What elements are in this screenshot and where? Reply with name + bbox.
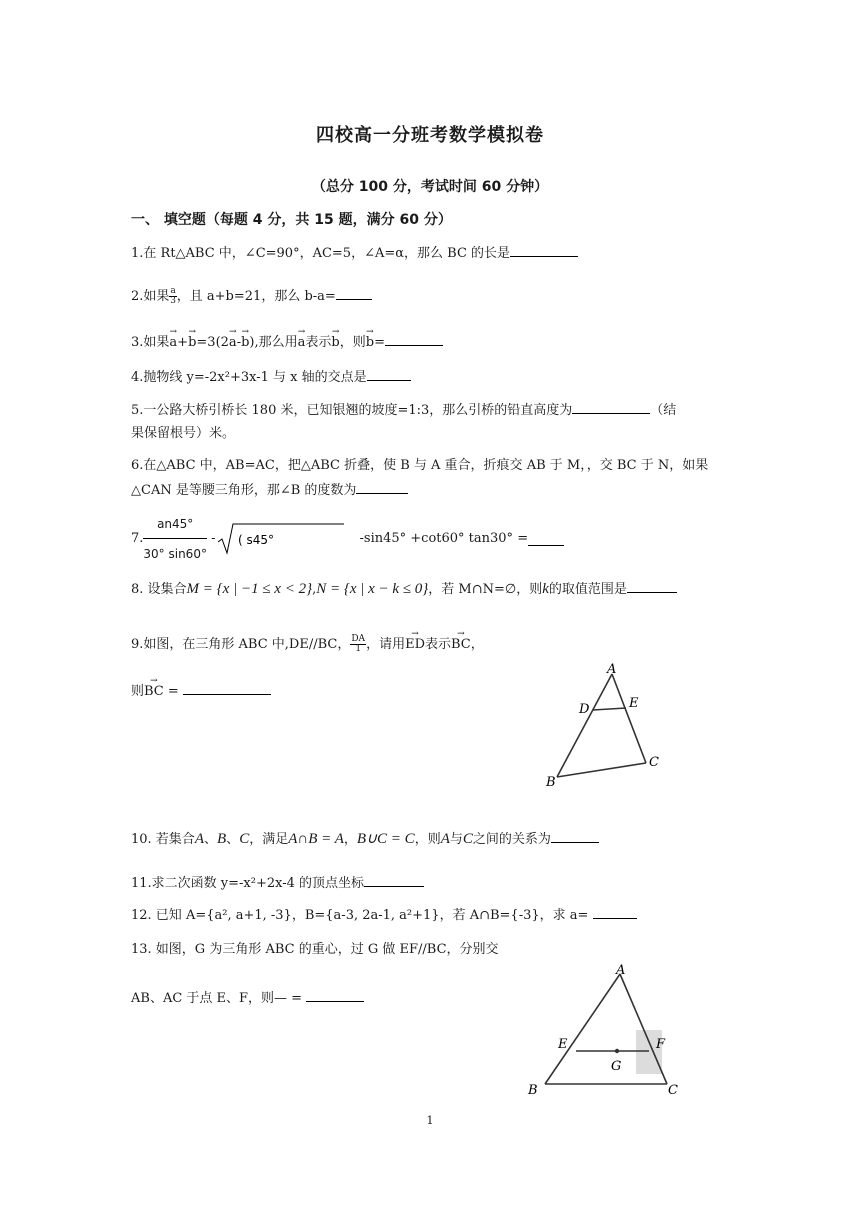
set-b: B — [217, 831, 227, 847]
question-5 — [131, 401, 676, 420]
label-e: E — [629, 696, 639, 711]
page-title: 四校高一分班考数学模拟卷 — [316, 125, 544, 146]
question-10-text: 之间的关系为 — [472, 832, 551, 847]
fraction-numerator: an45° — [143, 513, 207, 539]
question-5-continued: 果保留根号）米。 — [131, 426, 236, 441]
question-9-text: 表示 — [425, 637, 452, 652]
question-4-text: 4.抛物线 y=-2x²+3x-1 与 x 轴的交点是 — [131, 370, 367, 385]
answer-blank — [306, 989, 364, 1002]
question-5-text: 5.一公路大桥引桥长 180 米，已知银翘的坡度=1:3，那么引桥的铅直高度为 — [131, 403, 573, 418]
label-b: B — [528, 1083, 538, 1098]
question-2-suffix: ，且 a+b=21，那么 b-a= — [176, 289, 336, 304]
fraction-numerator: a — [170, 286, 176, 296]
question-8-text: 的取值范围是 — [548, 582, 627, 597]
question-10: 10. 若集合A、B、C，满足A∩B = A，B∪C = C，则A与C之间的关系为 — [131, 830, 599, 849]
set-m: M = {x | −1 ≤ x < 2} — [186, 581, 313, 597]
set-c: C — [239, 831, 250, 847]
question-9: 9.如图，在三角形 ABC 中,DE//BC， $\frac{DA}{1}$ ，请用→ ED表示→ BC， — [131, 635, 484, 654]
question-11 — [131, 874, 424, 893]
question-2-prefix: 2.如果 — [131, 289, 170, 304]
side-ab — [545, 974, 620, 1084]
question-8-text: 8. 设集合 — [131, 582, 187, 597]
vector-bc: → BC — [451, 636, 471, 654]
exam-info: （总分 100 分，考试时间 60 分钟） — [311, 179, 549, 195]
question-1 — [131, 244, 578, 263]
section-heading: 一、 填空题（每题 4 分，共 15 题，满分 60 分） — [131, 212, 452, 228]
radical-sign-icon — [216, 522, 346, 556]
question-9-text: = — [163, 684, 179, 699]
sqrt-content: ( s45° — [237, 533, 274, 547]
question-7-number: 7. — [131, 531, 144, 546]
question-3-text: ),那么用 — [249, 335, 298, 350]
question-12 — [131, 906, 637, 925]
condition-1: A∩B = A — [288, 831, 344, 847]
fraction — [350, 635, 366, 654]
question-6: 6.在△ABC 中，AB=AC，把△ABC 折叠，使 B 与 A 重合，折痕交 AB 于 M，，交 BC 于 N，如果 — [131, 458, 709, 473]
triangle-centroid-figure — [520, 962, 700, 1100]
question-8: 8. 设集合M = {x | −1 ≤ x < 2},N = {x | x − k ≤ 0}，若 M∩N=∅，则k的取值范围是 — [131, 580, 677, 599]
answer-blank — [364, 874, 424, 887]
vector-ed: → ED — [405, 636, 425, 654]
question-2 — [131, 287, 372, 306]
vector-bc: → BC — [144, 683, 164, 701]
page-number: 1 — [426, 1114, 434, 1127]
answer-blank — [367, 368, 411, 381]
fraction-numerator: DA — [351, 634, 366, 644]
label-a: A — [607, 662, 617, 677]
triangle-de-parallel-bc-figure — [540, 660, 700, 792]
question-3-text: =3(2 — [196, 335, 229, 350]
question-7-text: -sin45° +cot60° tan30° = — [359, 531, 529, 546]
answer-blank — [183, 682, 271, 695]
label-f: F — [656, 1037, 666, 1052]
vector-b: → b — [331, 334, 339, 352]
question-3-text: ，则 — [339, 335, 366, 350]
question-3-text: = — [374, 335, 385, 350]
answer-blank — [356, 481, 408, 494]
side-ab — [557, 674, 612, 777]
question-13-text: AB、AC 于点 E、F，则— = — [131, 991, 303, 1006]
set-a: A — [440, 831, 450, 847]
label-b: B — [546, 775, 556, 790]
question-3-text: 3.如果 — [131, 335, 170, 350]
label-g: G — [611, 1059, 622, 1074]
question-9-text: 9.如图，在三角形 ABC 中,DE//BC， — [131, 637, 351, 652]
question-7: 7. $\frac{an45^\circ}{30^\circ \sin 60^\circ}$ - ( s45° -sin45° +cot60° tan30° = — [131, 513, 564, 565]
answer-blank — [528, 533, 564, 546]
question-4 — [131, 368, 411, 387]
vector-b: → b — [188, 334, 196, 352]
question-9-text: ，请用 — [366, 637, 406, 652]
question-6-text: △CAN 是等腰三角形，那∠B 的度数为 — [131, 483, 357, 498]
question-10-text: 与 — [449, 832, 463, 847]
fraction-denominator: 3 — [170, 296, 176, 306]
fraction-denominator: 1 — [355, 644, 362, 654]
vector-b: → b — [366, 334, 374, 352]
question-10-text: ，满足 — [249, 832, 289, 847]
question-8-text: ，若 M∩N=∅，则 — [428, 582, 543, 597]
question-3-text: 表示 — [305, 335, 332, 350]
label-c: C — [668, 1083, 678, 1098]
fraction — [169, 287, 176, 306]
fraction — [143, 513, 207, 565]
answer-blank — [593, 906, 637, 919]
condition-2: B∪C = C — [356, 831, 415, 847]
answer-blank — [336, 287, 372, 300]
answer-blank — [572, 401, 650, 414]
answer-blank — [385, 333, 443, 346]
label-e: E — [558, 1037, 568, 1052]
variable-k: k — [542, 581, 549, 597]
question-3: 3.如果→ a+→ b=3(2→ a-→ b),那么用→ a表示→ b，则→ b= — [131, 333, 443, 352]
label-d: D — [579, 702, 590, 717]
vector-a: → a — [298, 334, 306, 352]
set-n: N = {x | x − k ≤ 0} — [316, 581, 429, 597]
square-root — [216, 522, 346, 556]
answer-blank — [551, 830, 599, 843]
answer-blank — [510, 244, 578, 257]
question-10-text: ，则 — [414, 832, 441, 847]
question-1-text: 1.在 Rt△ABC 中，∠C=90°，AC=5，∠A=α，那么 BC 的长是 — [131, 246, 511, 261]
answer-blank — [627, 580, 677, 593]
set-a: A — [194, 831, 204, 847]
question-9-continued — [131, 682, 271, 701]
question-9-text: 则 — [131, 684, 145, 699]
question-11-text: 11.求二次函数 y=-x²+2x-4 的顶点坐标 — [131, 876, 365, 891]
vector-b: → b — [241, 334, 249, 352]
point-g — [615, 1049, 619, 1053]
question-13: 13. 如图，G 为三角形 ABC 的重心，过 G 做 EF//BC，分别交 — [131, 942, 499, 957]
side-bc — [557, 763, 646, 777]
label-a: A — [616, 963, 626, 978]
question-6-continued — [131, 481, 408, 500]
segment-de — [593, 708, 626, 710]
label-c: C — [649, 755, 659, 770]
question-5-text: （结 — [650, 403, 677, 418]
set-c: C — [462, 831, 473, 847]
side-ac — [612, 674, 646, 763]
question-12-text: 12. 已知 A={a², a+1, -3}，B={a-3, 2a-1, a²+1}，若 A∩B={-3}，求 a= — [131, 908, 589, 923]
fraction-denominator: 30° sin60° — [143, 547, 207, 561]
vector-a: → a — [169, 334, 177, 352]
question-10-text: 10. 若集合 — [131, 832, 195, 847]
vector-a: → a — [229, 334, 237, 352]
question-13-continued — [131, 989, 364, 1008]
